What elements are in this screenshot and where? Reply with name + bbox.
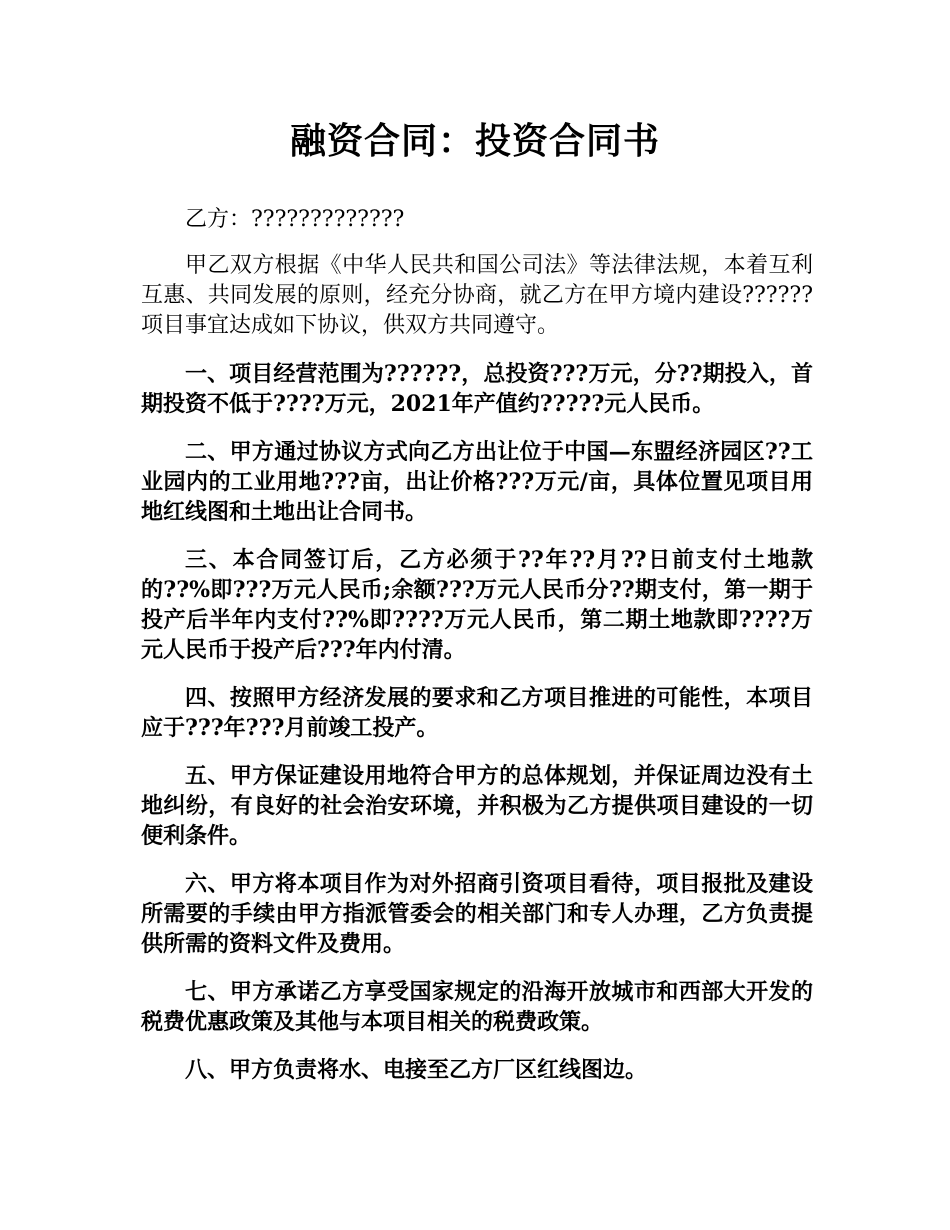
clause-7: 七、甲方承诺乙方享受国家规定的沿海开放城市和西部大开发的税费优惠政策及其他与本项目相关的税费政策。 (141, 979, 813, 1035)
document-body (141, 205, 813, 1103)
clause-5: 五、甲方保证建设用地符合甲方的总体规划，并保证周边没有土地纠纷，有良好的社会治安环境，并积极为乙方提供项目建设的一切便利条件。 (141, 763, 813, 849)
clause-4: 四、按照甲方经济发展的要求和乙方项目推进的可能性，本项目应于???年???月前竣工投产。 (141, 685, 813, 741)
clause-3: 三、本合同签订后，乙方必须于??年??月??日前支付土地款的??%即???万元人民币;余额???万元人民币分??期支付，第一期于投产后半年内支付??%即????万元人民币，第二期土地款即????万元人民币于投产后???年内付清。 (141, 547, 813, 663)
intro-paragraph: 甲乙双方根据《中华人民共和国公司法》等法律法规，本着互利互惠、共同发展的原则，经充分协商，就乙方在甲方境内建设??????项目事宜达成如下协议，供双方共同遵守。 (141, 253, 813, 338)
clause-1: 一、项目经营范围为??????，总投资???万元，分??期投入，首期投资不低于????万元，2021年产值约?????元人民币。 (141, 361, 813, 417)
clause-2: 二、甲方通过协议方式向乙方出让位于中国—东盟经济园区??工业园内的工业用地???亩，出让价格???万元/亩，具体位置见项目用地红线图和土地出让合同书。 (141, 439, 813, 525)
party-b-line: 乙方：????????????? (185, 207, 405, 232)
clause-8: 八、甲方负责将水、电接至乙方厂区红线图边。 (185, 1057, 648, 1083)
clause-6: 六、甲方将本项目作为对外招商引资项目看待，项目报批及建设所需要的手续由甲方指派管委会的相关部门和专人办理，乙方负责提供所需的资料文件及费用。 (141, 871, 813, 957)
document-title: 融资合同：投资合同书 (289, 121, 660, 162)
